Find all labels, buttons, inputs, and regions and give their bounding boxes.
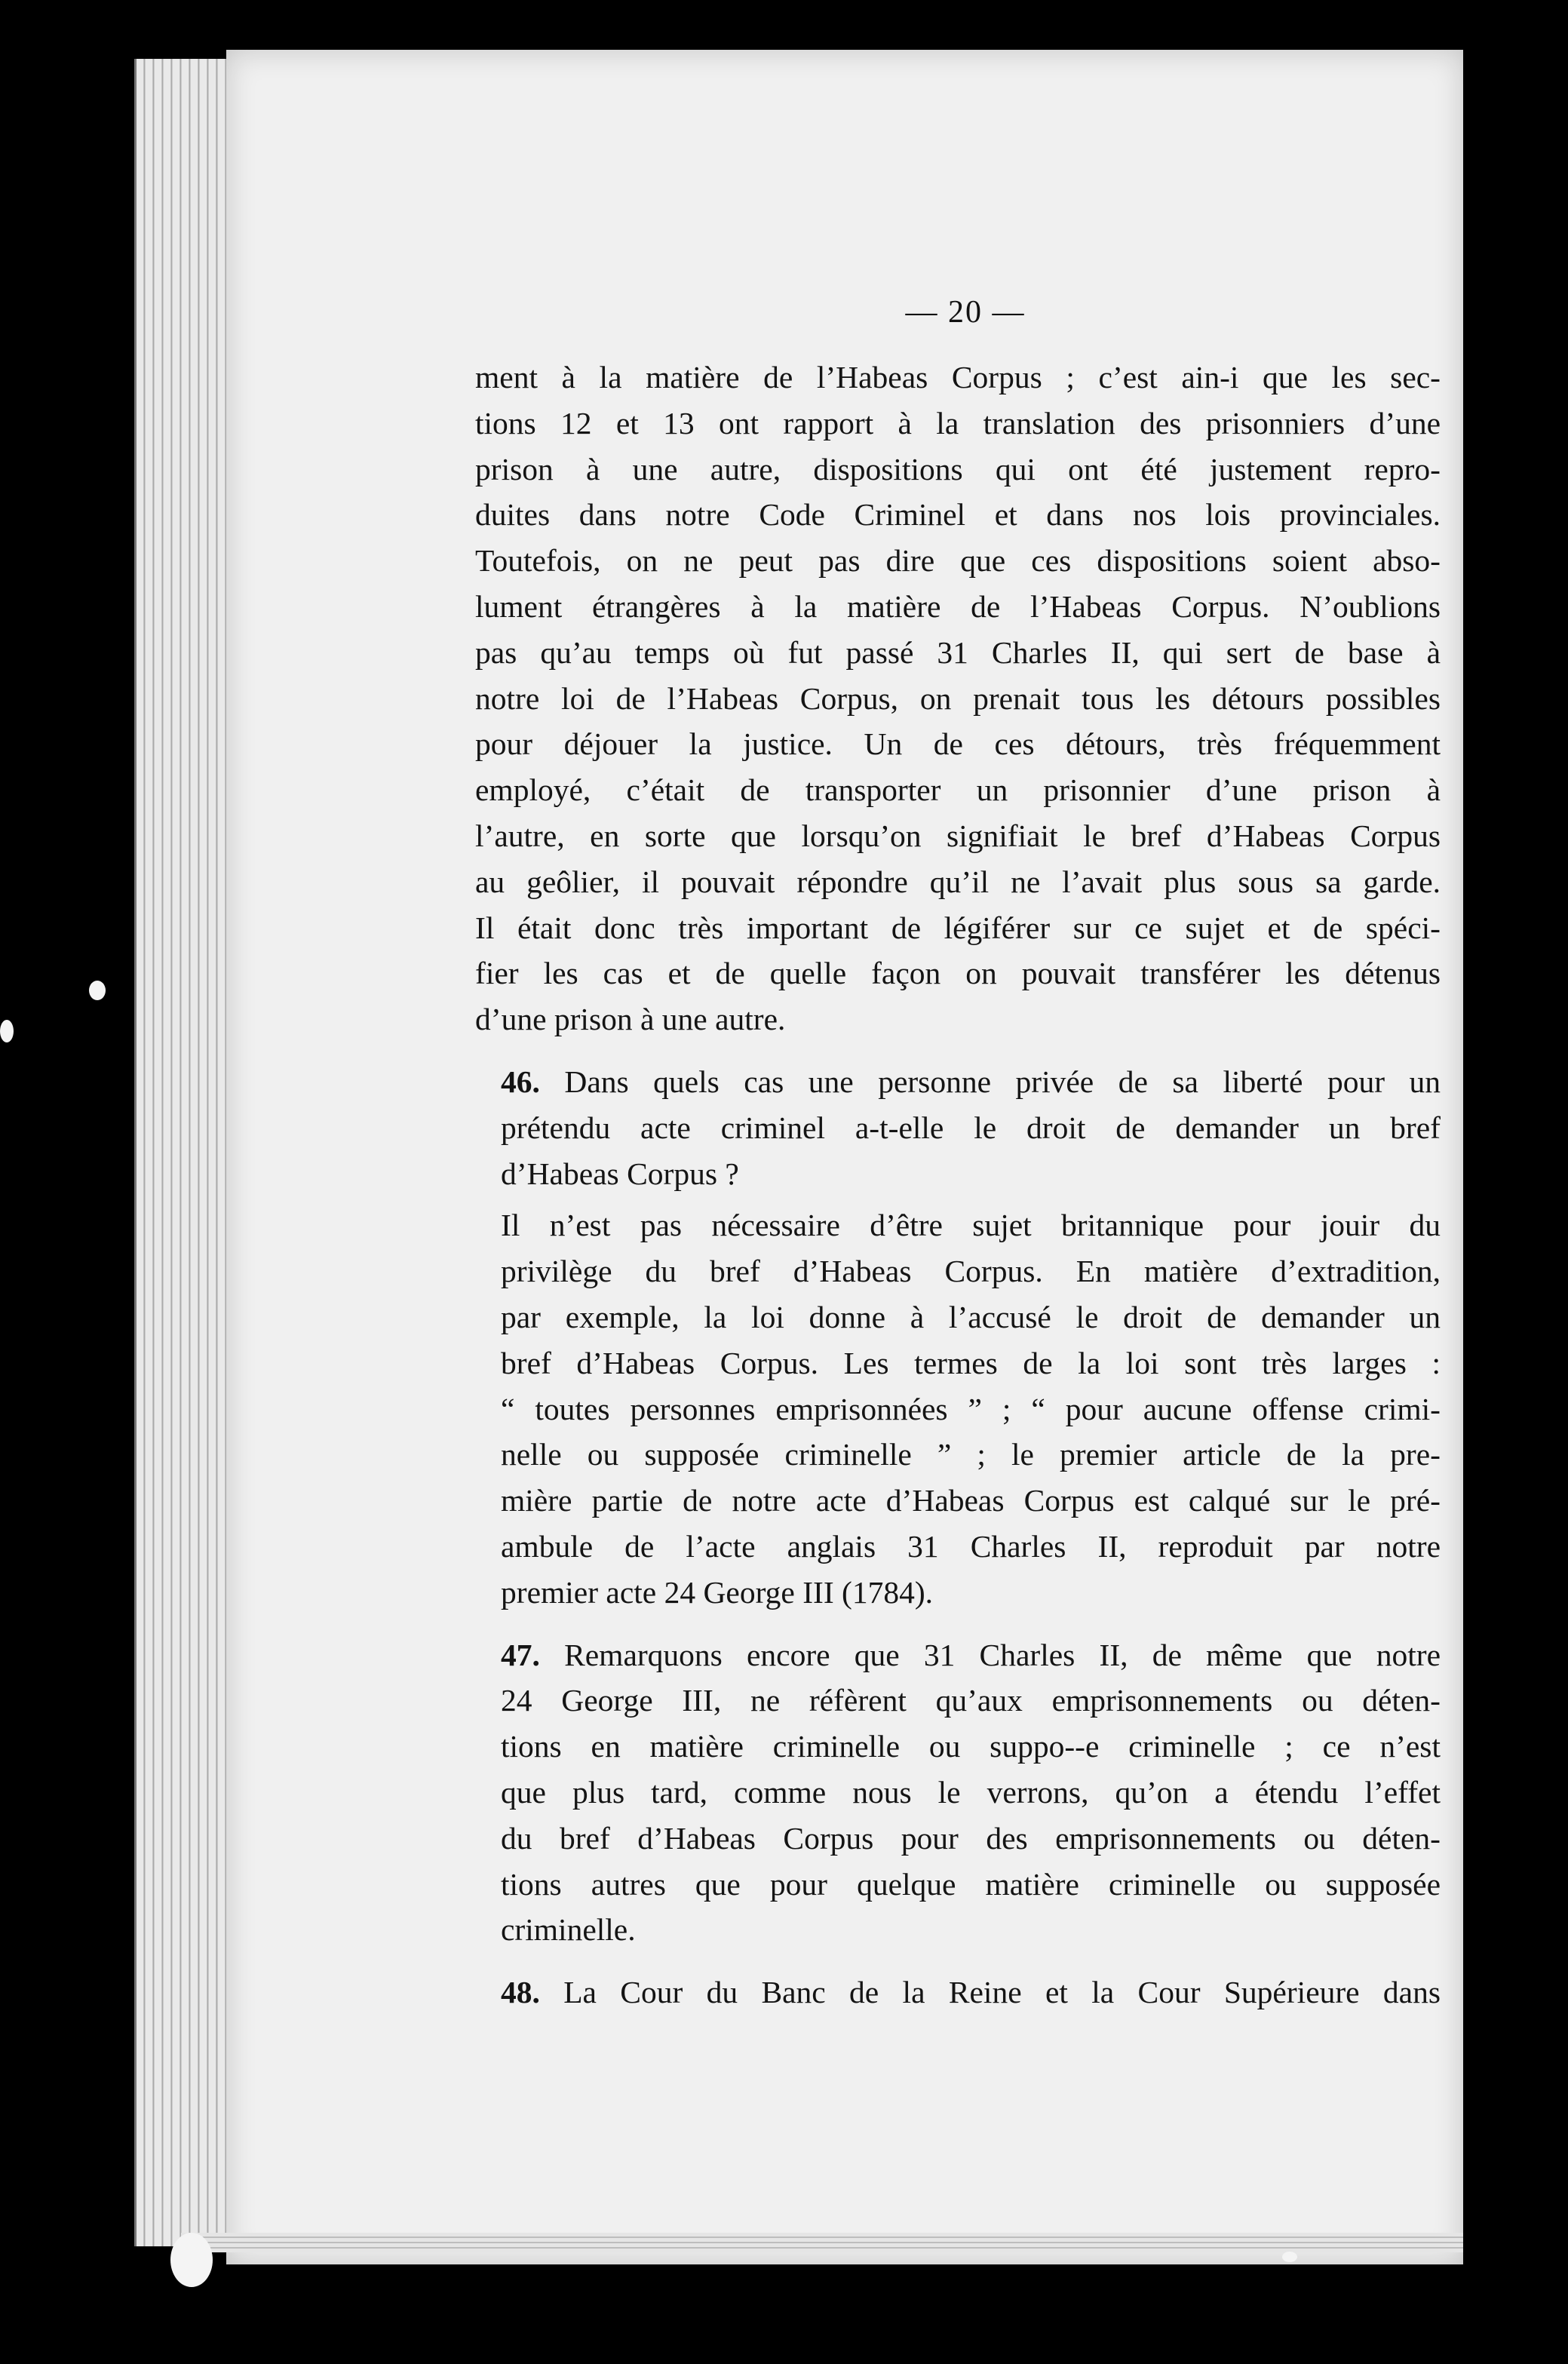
text-line: Il était donc très important de légiférer sur ce sujet et de spéci-	[475, 910, 1441, 945]
text-line-content: Dans quels cas une personne privée de sa liberté pour un	[564, 1064, 1441, 1099]
text-line-content: La Cour du Banc de la Reine et la Cour Supérieure dans	[563, 1975, 1441, 2010]
text-line: duites dans notre Code Criminel et dans nos lois provinciales.	[475, 497, 1441, 533]
section-number: 47.	[501, 1637, 540, 1672]
text-line: nelle ou supposée criminelle ” ; le premier article de la pre-	[501, 1437, 1441, 1472]
text-line: du bref d’Habeas Corpus pour des emprisonnements ou déten-	[501, 1820, 1441, 1856]
text-line: notre loi de l’Habeas Corpus, on prenait tous les détours possibles	[475, 680, 1441, 716]
text-line: tions en matière criminelle ou suppo--e criminelle ; ce n’est	[501, 1729, 1441, 1764]
section-number: 46.	[501, 1064, 540, 1099]
margin-speck	[1282, 2252, 1297, 2262]
text-line: pas qu’au temps où fut passé 31 Charles II, qui sert de base à	[475, 634, 1441, 670]
text-line: l’autre, en sorte que lorsqu’on signifiait le bref d’Habeas Corpus	[475, 818, 1441, 853]
intro-paragraph	[475, 355, 1441, 1042]
text-line: au geôlier, il pouvait répondre qu’il ne l’avait plus sous sa garde.	[475, 864, 1441, 899]
text-line	[475, 1969, 1441, 2016]
text-line: d’une prison à une autre.	[475, 1002, 786, 1037]
text-line: prison à une autre, dispositions qui ont été justement repro-	[475, 451, 1441, 487]
section-46-answer	[475, 1202, 1441, 1615]
margin-speck	[170, 2233, 213, 2287]
text-line: bref d’Habeas Corpus. Les termes de la loi sont très larges :	[501, 1345, 1441, 1380]
section-48	[475, 1969, 1441, 2016]
book-bottom-edges	[181, 2233, 1463, 2252]
text-line: ment à la matière de l’Habeas Corpus ; c’est ain-i que les sec-	[475, 360, 1441, 395]
text-line: lument étrangères à la matière de l’Habeas Corpus. N’oublions	[475, 588, 1441, 624]
text-line: criminelle.	[501, 1912, 636, 1948]
text-line: d’Habeas Corpus ?	[501, 1156, 739, 1191]
text-line: “ toutes personnes emprisonnées ” ; “ pour aucune offense crimi-	[501, 1391, 1441, 1426]
text-line: ambule de l’acte anglais 31 Charles II, reproduit par notre	[501, 1528, 1441, 1564]
text-line: que plus tard, comme nous le verrons, qu’on a étendu l’effet	[501, 1774, 1441, 1810]
text-line: 24 George III, ne réfèrent qu’aux emprisonnements ou déten-	[501, 1683, 1441, 1718]
text-line: mière partie de notre acte d’Habeas Corpus est calqué sur le pré-	[501, 1483, 1441, 1518]
margin-speck	[89, 981, 106, 1000]
page-body-text	[475, 355, 1441, 2016]
text-line: premier acte 24 George III (1784).	[501, 1574, 934, 1610]
text-line: tions autres que pour quelque matière criminelle ou supposée	[501, 1866, 1441, 1902]
text-line: Il n’est pas nécessaire d’être sujet britannique pour jouir du	[501, 1208, 1441, 1243]
text-line	[475, 1632, 1441, 1678]
text-line: Toutefois, on ne peut pas dire que ces dispositions soient abso-	[475, 543, 1441, 579]
section-47	[475, 1632, 1441, 1954]
section-number: 48.	[501, 1975, 540, 2010]
text-line	[475, 1059, 1441, 1105]
margin-speck	[0, 1020, 14, 1042]
text-line: tions 12 et 13 ont rapport à la translation des prisonniers d’une	[475, 405, 1441, 441]
text-line: fier les cas et de quelle façon on pouvait transférer les détenus	[475, 956, 1441, 991]
text-line: privilège du bref d’Habeas Corpus. En matière d’extradition,	[501, 1254, 1441, 1289]
page-number: — 20 —	[905, 295, 1026, 330]
text-line: prétendu acte criminel a-t-elle le droit de demander un bref	[501, 1110, 1441, 1145]
text-line: employé, c’était de transporter un prisonnier d’une prison à	[475, 772, 1441, 808]
section-46-question	[475, 1059, 1441, 1196]
text-line-content: Remarquons encore que 31 Charles II, de même que notre	[564, 1637, 1441, 1672]
text-line: par exemple, la loi donne à l’accusé le droit de demander un	[501, 1299, 1441, 1334]
text-line: pour déjouer la justice. Un de ces détours, très fréquemment	[475, 726, 1441, 762]
